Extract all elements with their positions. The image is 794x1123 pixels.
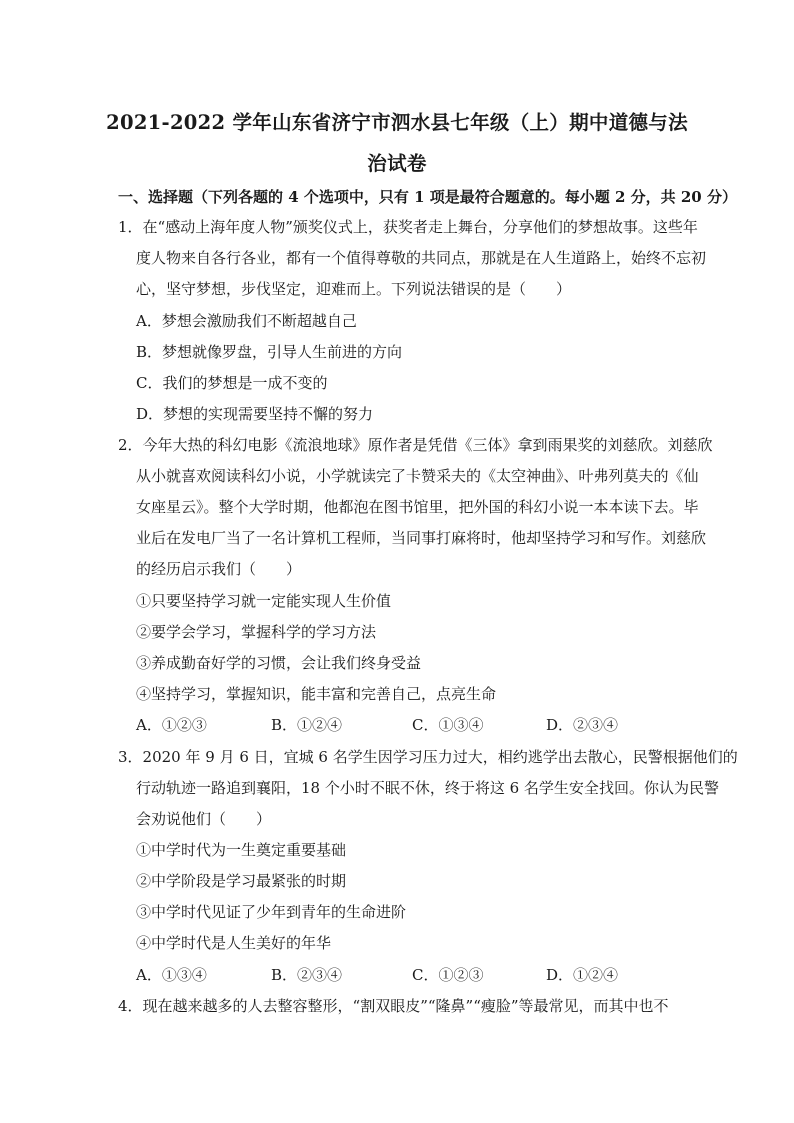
question-text-line: 业后在发电厂当了一名计算机工程师，当同事打麻将时，他却坚持学习和写作。刘慈欣 xyxy=(136,529,707,547)
choice-a: A．梦想会激励我们不断超越自己 xyxy=(136,312,357,330)
statement-3: ③中学时代见证了少年到青年的生命进阶 xyxy=(136,903,407,921)
question-text-line: 2．今年大热的科幻电影《流浪地球》原作者是凭借《三体》拿到雨果奖的刘慈欣。刘慈欣 xyxy=(118,436,713,454)
question-text-line: 行动轨迹一路追到襄阳，18 个小时不眠不休，终于将这 6 名学生安全找回。你认为民警 xyxy=(136,779,719,797)
option-d: D．①②④ xyxy=(546,966,619,984)
option-b: B．②③④ xyxy=(271,966,343,984)
statement-4: ④坚持学习，掌握知识，能丰富和完善自己，点亮生命 xyxy=(136,685,497,703)
option-a: A．①②③ xyxy=(136,716,207,734)
statement-1: ①中学时代为一生奠定重要基础 xyxy=(136,841,347,859)
option-c: C．①②③ xyxy=(412,966,484,984)
option-b: B．①②④ xyxy=(271,716,343,734)
choice-c: C．我们的梦想是一成不变的 xyxy=(136,374,328,392)
statement-2: ②要学会学习，掌握科学的学习方法 xyxy=(136,623,377,641)
choice-b: B．梦想就像罗盘，引导人生前进的方向 xyxy=(136,343,403,361)
section-heading: 一、选择题（下列各题的 4 个选项中，只有 1 项是最符合题意的。每小题 2 分，共 20 分） xyxy=(118,188,737,206)
statement-1: ①只要坚持学习就一定能实现人生价值 xyxy=(136,592,392,610)
question-text-line: 会劝说他们（ ） xyxy=(136,810,272,828)
question-text-line: 4．现在越来越多的人去整容整形，“割双眼皮”“隆鼻”“瘦脸”等最常见，而其中也不 xyxy=(118,997,669,1015)
question-text-line: 1．在“感动上海年度人物”颁奖仪式上，获奖者走上舞台，分享他们的梦想故事。这些年 xyxy=(118,218,698,236)
statement-4: ④中学时代是人生美好的年华 xyxy=(136,934,332,952)
question-text-line: 从小就喜欢阅读科幻小说，小学就读完了卡赞采夫的《太空神曲》、叶弗列莫夫的《仙 xyxy=(136,467,699,485)
statement-3: ③养成勤奋好学的习惯，会让我们终身受益 xyxy=(136,654,422,672)
page-title: 2021-2022 学年山东省济宁市泗水县七年级（上）期中道德与法 xyxy=(106,111,688,134)
option-c: C．①③④ xyxy=(412,716,484,734)
question-text-line: 度人物来自各行各业，都有一个值得尊敬的共同点，那就是在人生道路上，始终不忘初 xyxy=(136,249,707,267)
option-d: D．②③④ xyxy=(546,716,619,734)
statement-2: ②中学阶段是学习最紧张的时期 xyxy=(136,872,347,890)
choice-d: D．梦想的实现需要坚持不懈的努力 xyxy=(136,405,374,423)
question-text-line: 3．2020 年 9 月 6 日，宜城 6 名学生因学习压力过大，相约逃学出去散心，民警根据他们的 xyxy=(118,748,738,766)
page-title-continued: 治试卷 xyxy=(367,152,427,175)
question-text-line: 的经历启示我们（ ） xyxy=(136,560,302,578)
question-text-line: 女座星云》。整个大学时期，他都泡在图书馆里，把外国的科幻小说一本本读下去。毕 xyxy=(136,498,699,516)
question-text-line: 心，坚守梦想，步伐坚定，迎难而上。下列说法错误的是（ ） xyxy=(136,280,572,298)
option-a: A．①③④ xyxy=(136,966,207,984)
